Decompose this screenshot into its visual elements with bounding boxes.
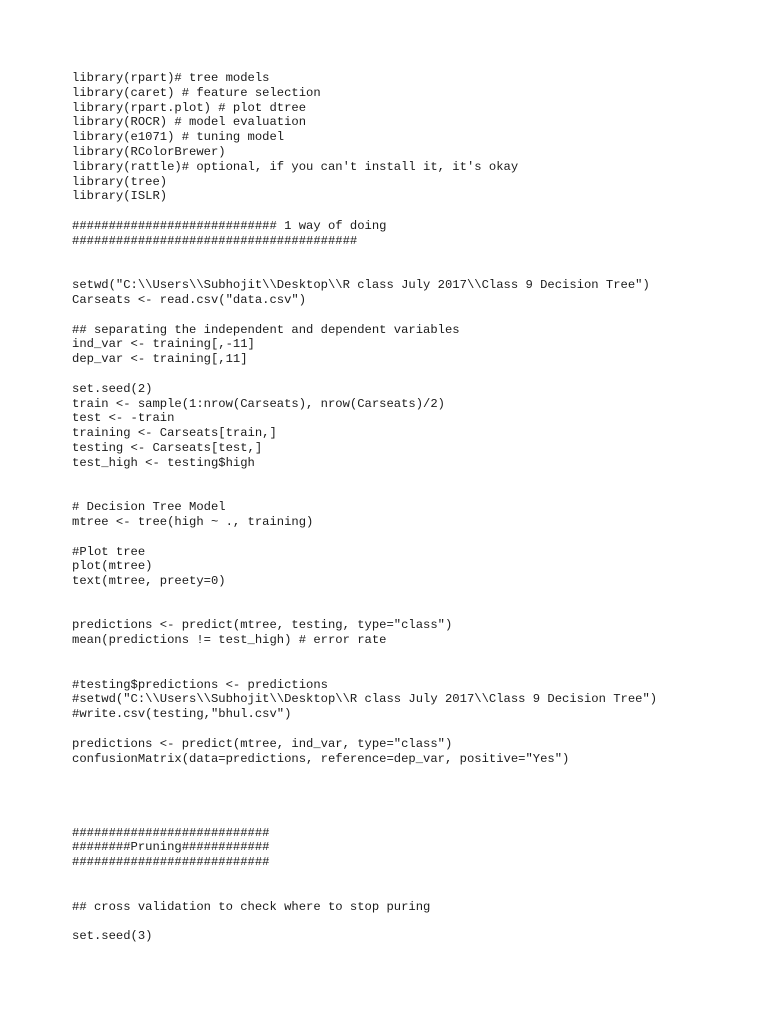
code-line: confusionMatrix(data=predictions, reference=dep_var, positive="Yes") [72, 751, 570, 766]
code-line: set.seed(3) [72, 929, 153, 944]
code-line: ## cross validation to check where to stop puring [72, 899, 431, 914]
code-line: test_high <- testing$high [72, 455, 255, 470]
code-line: # Decision Tree Model [72, 500, 226, 515]
blank-line [72, 781, 752, 796]
code-line: Carseats <- read.csv("data.csv") [72, 292, 307, 307]
blank-line [72, 249, 752, 264]
code-line: predictions <- predict(mtree, testing, type="class") [72, 618, 453, 633]
code-line: ########################### [72, 855, 270, 870]
code-line: library(caret) # feature selection [72, 85, 321, 100]
code-line: library(tree) [72, 174, 168, 189]
blank-line [72, 811, 752, 826]
code-line: library(rpart)# tree models [72, 71, 270, 85]
blank-line [72, 471, 752, 486]
blank-line [72, 263, 752, 278]
code-line: library(RColorBrewer) [72, 144, 226, 159]
code-line: #testing$predictions <- predictions [72, 677, 328, 692]
code-line: testing <- Carseats[test,] [72, 440, 263, 455]
code-line: ########Pruning############ [72, 840, 270, 855]
code-document [72, 71, 752, 944]
blank-line [72, 722, 752, 737]
blank-line [72, 766, 752, 781]
code-line: text(mtree, preety=0) [72, 574, 226, 589]
blank-line [72, 604, 752, 619]
code-line: #Plot tree [72, 544, 146, 559]
code-line: ############################ 1 way of doing [72, 218, 387, 233]
code-line: set.seed(2) [72, 381, 153, 396]
code-line: dep_var <- training[,11] [72, 352, 248, 367]
code-line: train <- sample(1:nrow(Carseats), nrow(Carseats)/2) [72, 396, 445, 411]
code-line: ####################################### [72, 233, 358, 248]
code-line: training <- Carseats[train,] [72, 426, 277, 441]
blank-line [72, 914, 752, 929]
blank-line [72, 485, 752, 500]
blank-line [72, 885, 752, 900]
code-line: library(rattle)# optional, if you can't install it, it's okay [72, 159, 519, 174]
code-line: setwd("C:\\Users\\Subhojit\\Desktop\\R class July 2017\\Class 9 Decision Tree") [72, 278, 650, 293]
code-line: ind_var <- training[,-11] [72, 337, 255, 352]
blank-line [72, 648, 752, 663]
code-line: library(ISLR) [72, 189, 168, 204]
blank-line [72, 589, 752, 604]
blank-line [72, 530, 752, 545]
code-line: plot(mtree) [72, 559, 153, 574]
blank-line [72, 870, 752, 885]
code-line: predictions <- predict(mtree, ind_var, type="class") [72, 736, 453, 751]
code-line: library(ROCR) # model evaluation [72, 115, 307, 130]
code-line: ########################### [72, 825, 270, 840]
blank-line [72, 663, 752, 678]
code-line: library(rpart.plot) # plot dtree [72, 100, 307, 115]
code-line: #setwd("C:\\Users\\Subhojit\\Desktop\\R class July 2017\\Class 9 Decision Tree") [72, 692, 658, 707]
blank-line [72, 796, 752, 811]
blank-line [72, 204, 752, 219]
code-line: mtree <- tree(high ~ ., training) [72, 514, 314, 529]
code-line: mean(predictions != test_high) # error rate [72, 633, 387, 648]
code-line: test <- -train [72, 411, 175, 426]
code-line: library(e1071) # tuning model [72, 130, 285, 145]
code-line: #write.csv(testing,"bhul.csv") [72, 707, 292, 722]
code-line: ## separating the independent and dependent variables [72, 322, 460, 337]
blank-line [72, 367, 752, 382]
blank-line [72, 308, 752, 323]
